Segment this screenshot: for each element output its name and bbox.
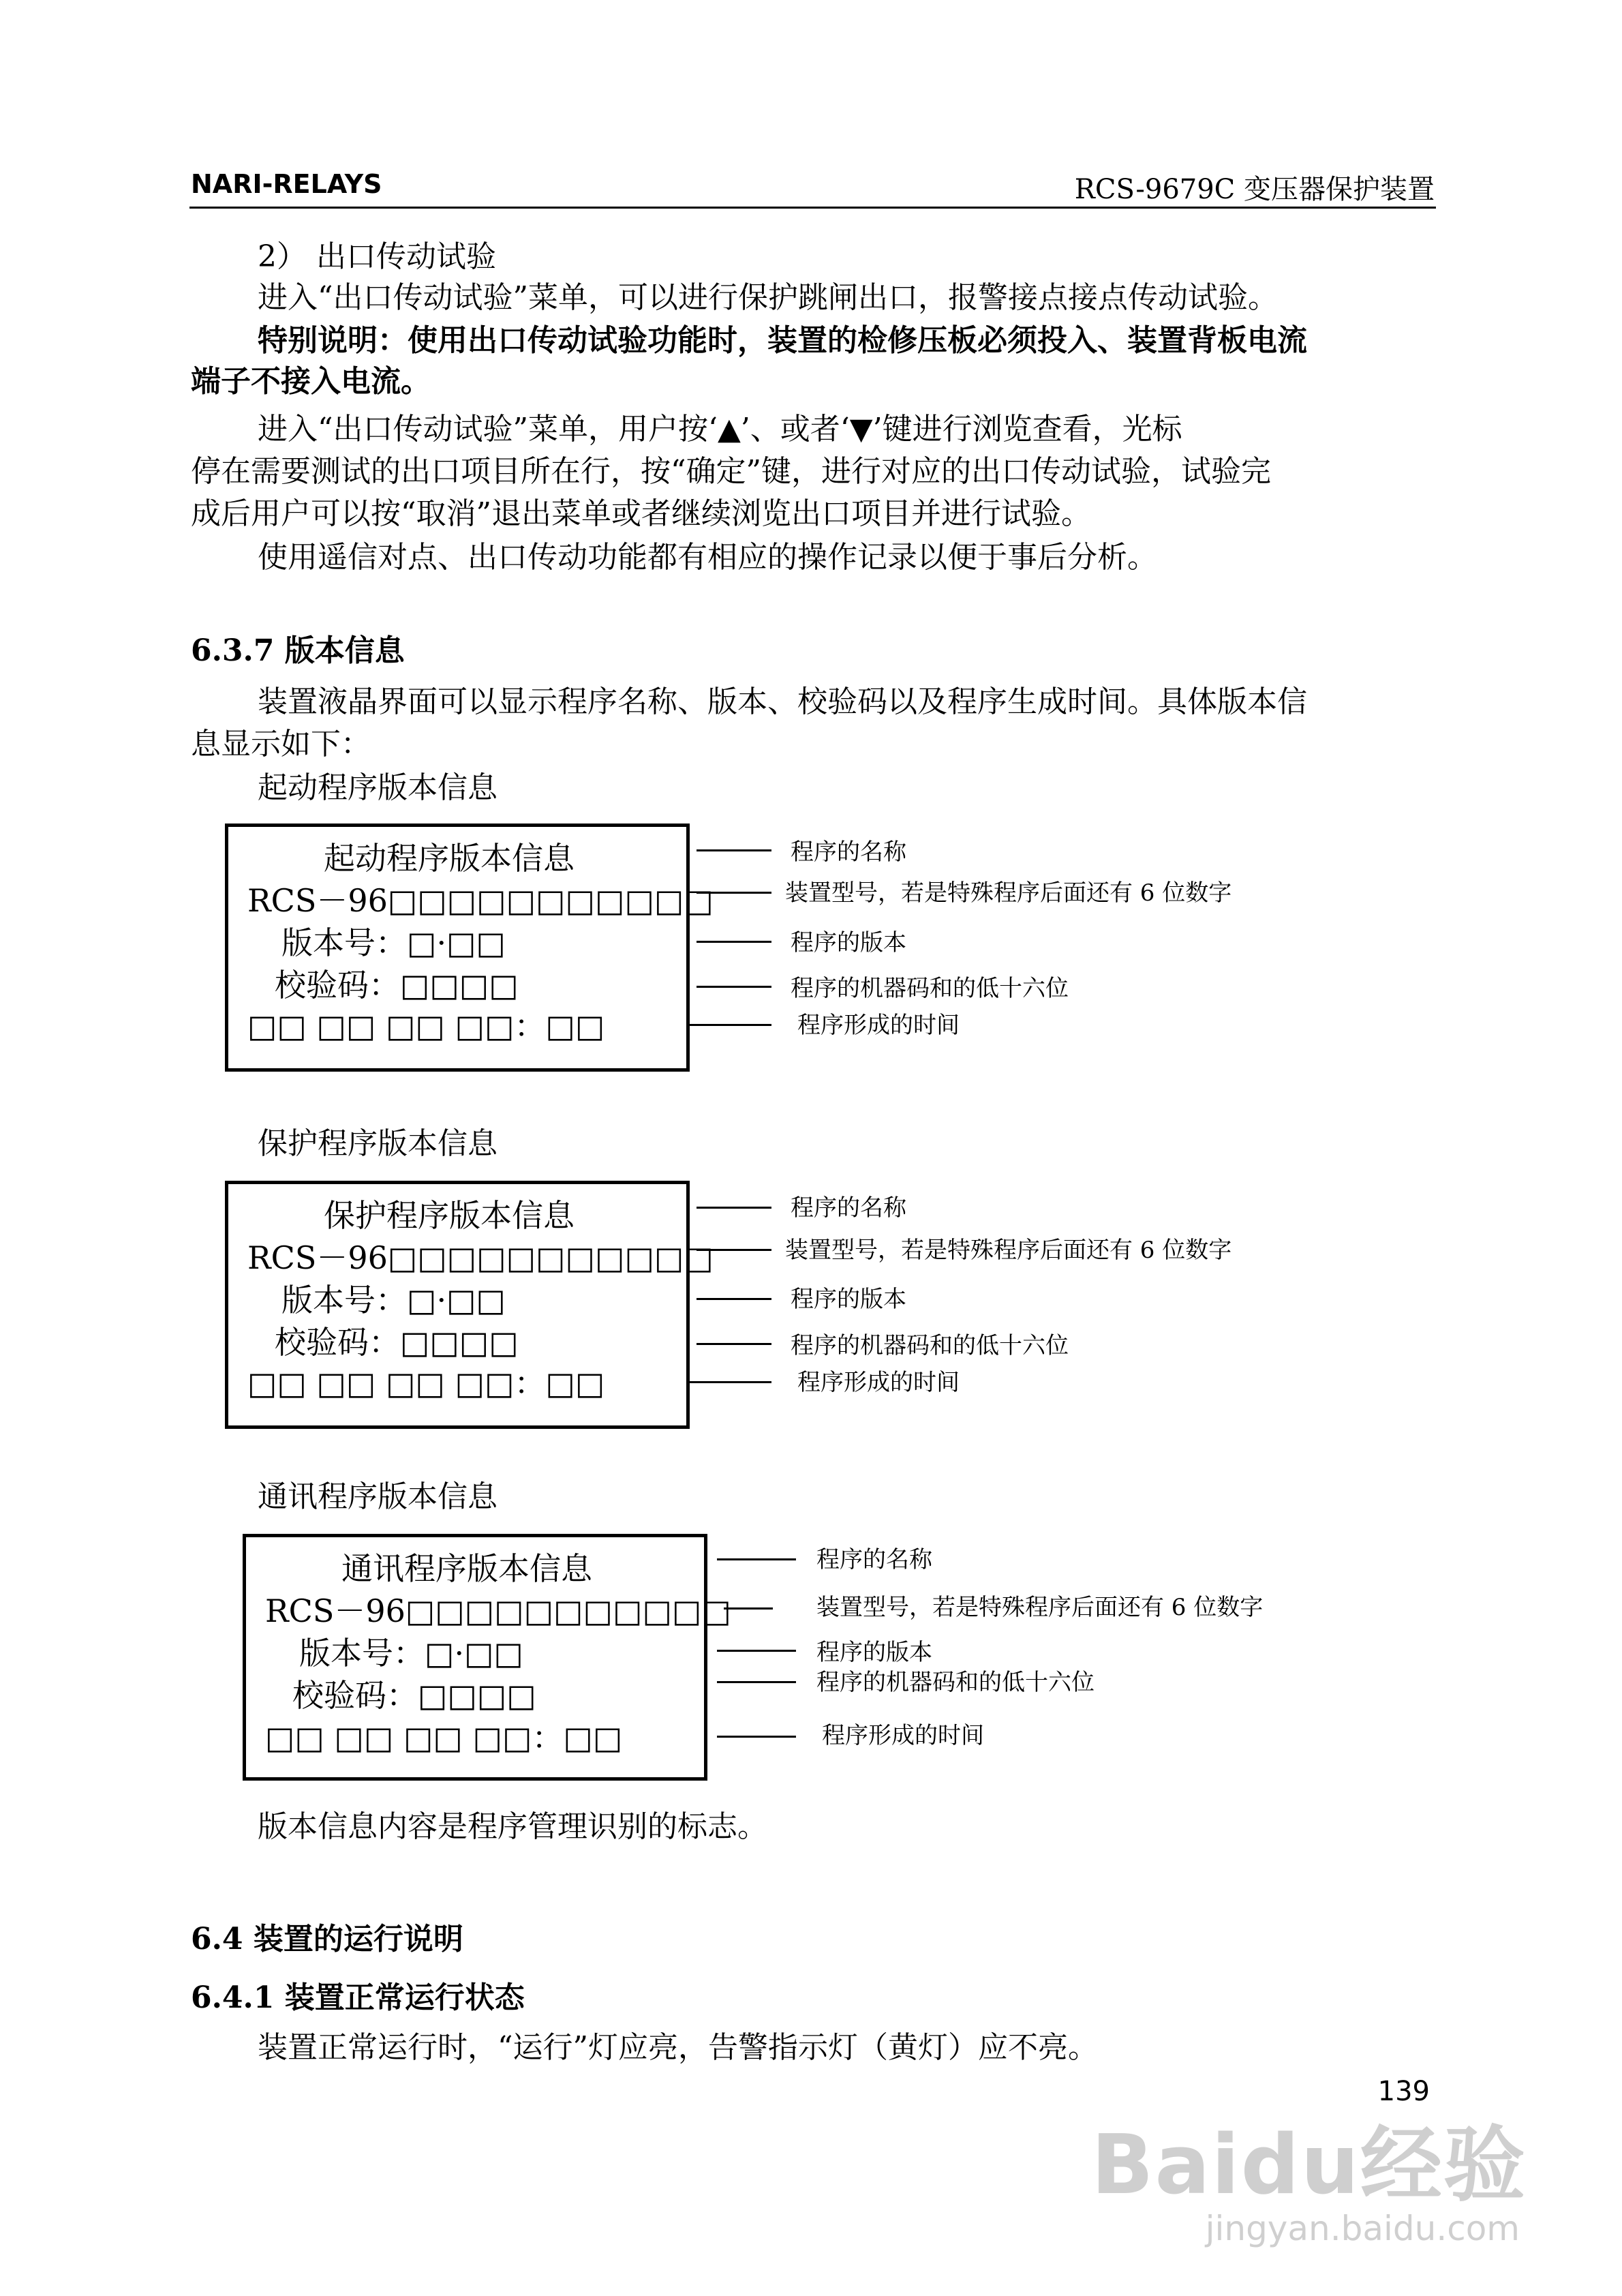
comm-version-caption: 通讯程序版本信息 bbox=[258, 1479, 498, 1514]
annotation-text: 程序形成的时间 bbox=[822, 1722, 984, 1749]
outlet-test-para3: 使用遥信对点、出口传动功能都有相应的操作记录以便于事后分析。 bbox=[258, 540, 1157, 575]
annotation-text: 装置型号，若是特殊程序后面还有 6 位数字 bbox=[785, 1237, 1232, 1264]
display-line-name: 通讯程序版本信息 bbox=[341, 1550, 592, 1587]
display-line-time: □□ □□ □□ □□：□□ bbox=[247, 1008, 605, 1044]
header-brand: NARI-RELAYS bbox=[191, 169, 382, 199]
version-heading: 6.3.7 版本信息 bbox=[191, 633, 405, 668]
header-title: RCS-9679C 变压器保护装置 bbox=[1074, 174, 1435, 205]
annotation-connector bbox=[697, 941, 771, 943]
outlet-test-title: 2） 出口传动试验 bbox=[258, 239, 496, 274]
display-line-time: □□ □□ □□ □□：□□ bbox=[265, 1719, 623, 1756]
display-line-version: 版本号：□·□□ bbox=[299, 1635, 524, 1672]
annotation-connector bbox=[697, 1207, 771, 1209]
display-line-checksum: 校验码：□□□□ bbox=[275, 967, 519, 1003]
header-rule bbox=[189, 207, 1436, 209]
annotation-text: 装置型号，若是特殊程序后面还有 6 位数字 bbox=[816, 1594, 1264, 1621]
annotation-connector bbox=[688, 1024, 771, 1026]
display-line-model: RCS－96□□□□□□□□□□□ bbox=[247, 882, 714, 919]
watermark-logo: Baidu经验 bbox=[1091, 2118, 1527, 2213]
display-line-model: RCS－96□□□□□□□□□□□ bbox=[265, 1592, 731, 1629]
startup-version-caption: 起动程序版本信息 bbox=[258, 770, 498, 805]
display-line-version: 版本号：□·□□ bbox=[281, 924, 506, 961]
annotation-connector bbox=[697, 1343, 771, 1345]
run-subheading: 6.4.1 装置正常运行状态 bbox=[191, 1980, 525, 2015]
annotation-text: 程序形成的时间 bbox=[797, 1012, 960, 1039]
annotation-text: 程序的版本 bbox=[816, 1639, 932, 1666]
run-heading: 6.4 装置的运行说明 bbox=[191, 1922, 463, 1957]
display-line-name: 起动程序版本信息 bbox=[324, 840, 575, 877]
annotation-connector bbox=[688, 1381, 771, 1383]
annotation-connector bbox=[717, 1736, 796, 1738]
annotation-connector bbox=[717, 1558, 796, 1560]
display-line-checksum: 校验码：□□□□ bbox=[275, 1324, 519, 1361]
outlet-test-para2-line2: 停在需要测试的出口项目所在行，按“确定”键，进行对应的出口传动试验，试验完 bbox=[191, 454, 1271, 489]
annotation-connector bbox=[697, 1249, 771, 1251]
display-line-name: 保护程序版本信息 bbox=[324, 1197, 575, 1234]
annotation-text: 装置型号，若是特殊程序后面还有 6 位数字 bbox=[785, 879, 1232, 907]
annotation-text: 程序的名称 bbox=[791, 839, 906, 866]
special-note-line2: 端子不接入电流。 bbox=[191, 364, 431, 399]
protection-version-caption: 保护程序版本信息 bbox=[258, 1126, 498, 1161]
startup-version-display bbox=[225, 824, 714, 1072]
annotation-connector bbox=[717, 1681, 796, 1683]
annotation-connector bbox=[724, 1607, 773, 1610]
version-intro-line1: 装置液晶界面可以显示程序名称、版本、校验码以及程序生成时间。具体版本信 bbox=[258, 684, 1307, 719]
outlet-test-para2-line3: 成后用户可以按“取消”退出菜单或者继续浏览出口项目并进行试验。 bbox=[191, 496, 1091, 531]
version-intro-line2: 息显示如下： bbox=[191, 727, 371, 761]
outlet-test-para1: 进入“出口传动试验”菜单，可以进行保护跳闸出口，报警接点接点传动试验。 bbox=[258, 280, 1278, 315]
annotation-connector bbox=[697, 1298, 771, 1300]
run-para: 装置正常运行时，“运行”灯应亮，告警指示灯（黄灯）应不亮。 bbox=[258, 2030, 1098, 2065]
display-line-model: RCS－96□□□□□□□□□□□ bbox=[247, 1239, 714, 1276]
display-line-time: □□ □□ □□ □□：□□ bbox=[247, 1365, 605, 1402]
protection-version-display bbox=[225, 1181, 714, 1429]
annotation-text: 程序的机器码和的低十六位 bbox=[791, 975, 1069, 1002]
annotation-connector bbox=[697, 849, 771, 851]
annotation-text: 程序的名称 bbox=[816, 1546, 932, 1573]
special-note-line1: 特别说明：使用出口传动试验功能时，装置的检修压板必须投入、装置背板电流 bbox=[258, 323, 1307, 358]
annotation-text: 程序形成的时间 bbox=[797, 1369, 960, 1396]
annotation-text: 程序的机器码和的低十六位 bbox=[816, 1669, 1095, 1696]
page-number: 139 bbox=[1377, 2076, 1430, 2107]
version-closing: 版本信息内容是程序管理识别的标志。 bbox=[258, 1809, 767, 1844]
annotation-text: 程序的版本 bbox=[791, 1286, 906, 1313]
annotation-text: 程序的机器码和的低十六位 bbox=[791, 1332, 1069, 1359]
annotation-connector bbox=[697, 892, 771, 894]
display-line-version: 版本号：□·□□ bbox=[281, 1282, 506, 1318]
outlet-test-para2-line1: 进入“出口传动试验”菜单，用户按‘▲’、或者‘▼’键进行浏览查看，光标 bbox=[258, 412, 1182, 447]
annotation-connector bbox=[697, 986, 771, 988]
display-line-checksum: 校验码：□□□□ bbox=[292, 1677, 536, 1714]
annotation-connector bbox=[717, 1650, 796, 1652]
annotation-text: 程序的名称 bbox=[791, 1194, 906, 1222]
comm-version-display bbox=[243, 1534, 731, 1781]
annotation-text: 程序的版本 bbox=[791, 929, 906, 956]
watermark-url: jingyan.baidu.com bbox=[1205, 2209, 1520, 2248]
